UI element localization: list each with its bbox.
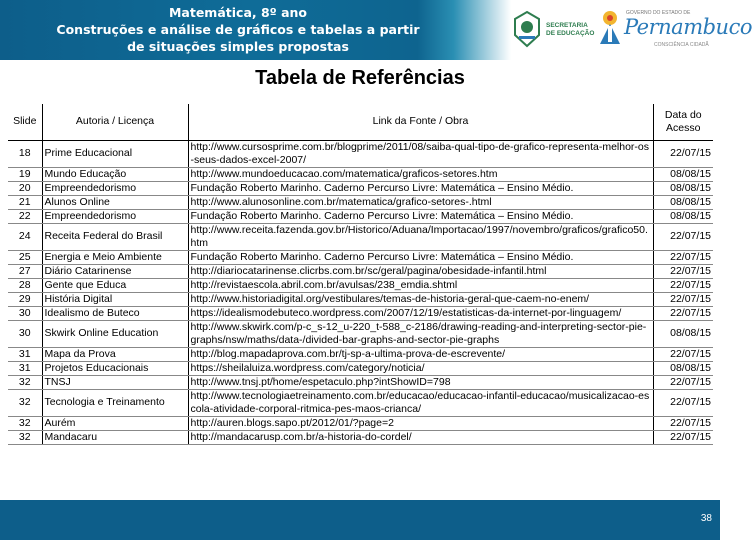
link-cell[interactable]: http://www.historiadigital.org/vestibulares/temas-de-historia-geral-que-caem-no-enem/ (188, 292, 653, 306)
secretaria-emblem-icon (512, 10, 542, 48)
author-cell: Mundo Educação (42, 167, 188, 181)
author-cell: Aurém (42, 416, 188, 430)
slide-cell: 28 (8, 278, 42, 292)
date-cell: 22/07/15 (653, 430, 713, 444)
author-cell: Projetos Educacionais (42, 361, 188, 375)
author-cell: Mandacaru (42, 430, 188, 444)
footer-bar (0, 500, 720, 540)
table-row (8, 278, 713, 292)
link-cell[interactable]: Fundação Roberto Marinho. Caderno Percurso Livre: Matemática – Ensino Médio. (188, 209, 653, 223)
page-number: 38 (700, 513, 712, 524)
references-table-body (8, 140, 713, 444)
author-cell: Empreendedorismo (42, 181, 188, 195)
author-cell: Energia e Meio Ambiente (42, 250, 188, 264)
table-row (8, 361, 713, 375)
table-row (8, 320, 713, 347)
table-row (8, 306, 713, 320)
table-row (8, 430, 713, 444)
pernambuco-logo (596, 6, 752, 54)
link-cell[interactable]: http://www.tnsj.pt/home/espetaculo.php?intShowID=798 (188, 375, 653, 389)
date-cell: 22/07/15 (653, 264, 713, 278)
date-cell: 22/07/15 (653, 347, 713, 361)
date-cell: 08/08/15 (653, 361, 713, 375)
slide-cell: 31 (8, 347, 42, 361)
link-cell[interactable]: http://www.skwirk.com/p-c_s-12_u-220_t-588_c-2186/drawing-reading-and-interpreting-sector-pie-graphs/nsw/maths/data-/divided-bar-graphs-and-sector-pie-graphs (188, 320, 653, 347)
table-row (8, 264, 713, 278)
link-cell[interactable]: http://revistaescola.abril.com.br/avulsas/238_emdia.shtml (188, 278, 653, 292)
date-cell: 22/07/15 (653, 389, 713, 416)
table-row (8, 209, 713, 223)
table-row (8, 416, 713, 430)
date-cell: 22/07/15 (653, 416, 713, 430)
column-header-date: Data do Acesso (653, 104, 713, 140)
slide-cell: 32 (8, 416, 42, 430)
author-cell: Gente que Educa (42, 278, 188, 292)
column-header-author: Autoria / Licença (42, 104, 188, 140)
author-cell: TNSJ (42, 375, 188, 389)
date-cell: 08/08/15 (653, 195, 713, 209)
link-cell[interactable]: http://www.cursosprime.com.br/blogprime/2011/08/saiba-qual-tipo-de-grafico-representa-melhor-os-seus-dados-excel-2007/ (188, 140, 653, 167)
lesson-title-line: de situações simples propostas (127, 39, 349, 54)
link-cell[interactable]: http://mandacarusp.com.br/a-historia-do-cordel/ (188, 430, 653, 444)
slide-cell: 20 (8, 181, 42, 195)
pernambuco-emblem-icon (596, 8, 624, 48)
column-header-link: Link da Fonte / Obra (188, 104, 653, 140)
table-row (8, 347, 713, 361)
author-cell: Tecnologia e Treinamento (42, 389, 188, 416)
link-cell[interactable]: http://www.mundoeducacao.com/matematica/graficos-setores.htm (188, 167, 653, 181)
date-cell: 22/07/15 (653, 223, 713, 250)
state-logo-word: Pernambuco (624, 15, 752, 39)
slide-cell: 19 (8, 167, 42, 181)
author-cell: Skwirk Online Education (42, 320, 188, 347)
link-cell[interactable]: Fundação Roberto Marinho. Caderno Percurso Livre: Matemática – Ensino Médio. (188, 250, 653, 264)
table-row (8, 375, 713, 389)
date-cell: 08/08/15 (653, 209, 713, 223)
link-cell[interactable]: https://idealismodebuteco.wordpress.com/2007/12/19/estatisticas-da-internet-por-linguagem/ (188, 306, 653, 320)
references-table (8, 104, 713, 445)
author-cell: História Digital (42, 292, 188, 306)
date-cell: 22/07/15 (653, 375, 713, 389)
author-cell: Diário Catarinense (42, 264, 188, 278)
secretaria-line: DE EDUCAÇÃO (546, 29, 595, 37)
table-header-row (8, 104, 713, 140)
table-row (8, 223, 713, 250)
date-cell: 22/07/15 (653, 278, 713, 292)
slide-cell: 31 (8, 361, 42, 375)
slide-cell: 32 (8, 375, 42, 389)
author-cell: Mapa da Prova (42, 347, 188, 361)
author-cell: Receita Federal do Brasil (42, 223, 188, 250)
table-row (8, 195, 713, 209)
date-cell: 08/08/15 (653, 181, 713, 195)
slide-cell: 18 (8, 140, 42, 167)
author-cell: Idealismo de Buteco (42, 306, 188, 320)
table-row (8, 167, 713, 181)
slide-cell: 27 (8, 264, 42, 278)
date-cell: 22/07/15 (653, 292, 713, 306)
lesson-title (18, 4, 458, 55)
header-banner (0, 0, 752, 60)
slide-cell: 30 (8, 320, 42, 347)
slide-cell: 24 (8, 223, 42, 250)
state-logo-bottom: CONSCIÊNCIA CIDADÃ (654, 42, 709, 48)
slide-cell: 21 (8, 195, 42, 209)
slide-cell: 25 (8, 250, 42, 264)
date-cell: 22/07/15 (653, 140, 713, 167)
slide-cell: 30 (8, 306, 42, 320)
date-cell: 22/07/15 (653, 250, 713, 264)
secretaria-logo (512, 10, 595, 50)
link-cell[interactable]: Fundação Roberto Marinho. Caderno Percurso Livre: Matemática – Ensino Médio. (188, 181, 653, 195)
link-cell[interactable]: http://www.alunosonline.com.br/matematica/grafico-setores-.html (188, 195, 653, 209)
column-header-slide: Slide (8, 104, 42, 140)
link-cell[interactable]: http://www.tecnologiaetreinamento.com.br/educacao/educacao-infantil-educacao/musicalizacao-escola-atividade-corporal-ritmica-pes-maos-crianca/ (188, 389, 653, 416)
link-cell[interactable]: http://blog.mapadaprova.com.br/tj-sp-a-ultima-prova-de-escrevente/ (188, 347, 653, 361)
table-row (8, 181, 713, 195)
date-cell: 08/08/15 (653, 320, 713, 347)
slide-cell: 32 (8, 430, 42, 444)
table-row (8, 292, 713, 306)
author-cell: Alunos Online (42, 195, 188, 209)
lesson-title-line: Construções e análise de gráficos e tabelas a partir (56, 22, 420, 37)
date-cell: 08/08/15 (653, 167, 713, 181)
page-title: Tabela de Referências (255, 67, 465, 89)
secretaria-line: SECRETARIA (546, 22, 588, 29)
table-row (8, 140, 713, 167)
state-logo-top: GOVERNO DO ESTADO DE (626, 10, 691, 16)
date-cell: 22/07/15 (653, 306, 713, 320)
lesson-title-line: Matemática, 8º ano (168, 5, 307, 20)
slide-cell: 22 (8, 209, 42, 223)
table-row (8, 250, 713, 264)
slide-cell: 29 (8, 292, 42, 306)
author-cell: Prime Educacional (42, 140, 188, 167)
link-cell[interactable]: http://auren.blogs.sapo.pt/2012/01/?page=2 (188, 416, 653, 430)
author-cell: Empreendedorismo (42, 209, 188, 223)
link-cell[interactable]: https://sheilaluiza.wordpress.com/category/noticia/ (188, 361, 653, 375)
slide-cell: 32 (8, 389, 42, 416)
table-row (8, 389, 713, 416)
link-cell[interactable]: http://www.receita.fazenda.gov.br/Historico/Aduana/Importacao/1997/novembro/graficos/grafico50.htm (188, 223, 653, 250)
link-cell[interactable]: http://diariocatarinense.clicrbs.com.br/sc/geral/pagina/obesidade-infantil.html (188, 264, 653, 278)
